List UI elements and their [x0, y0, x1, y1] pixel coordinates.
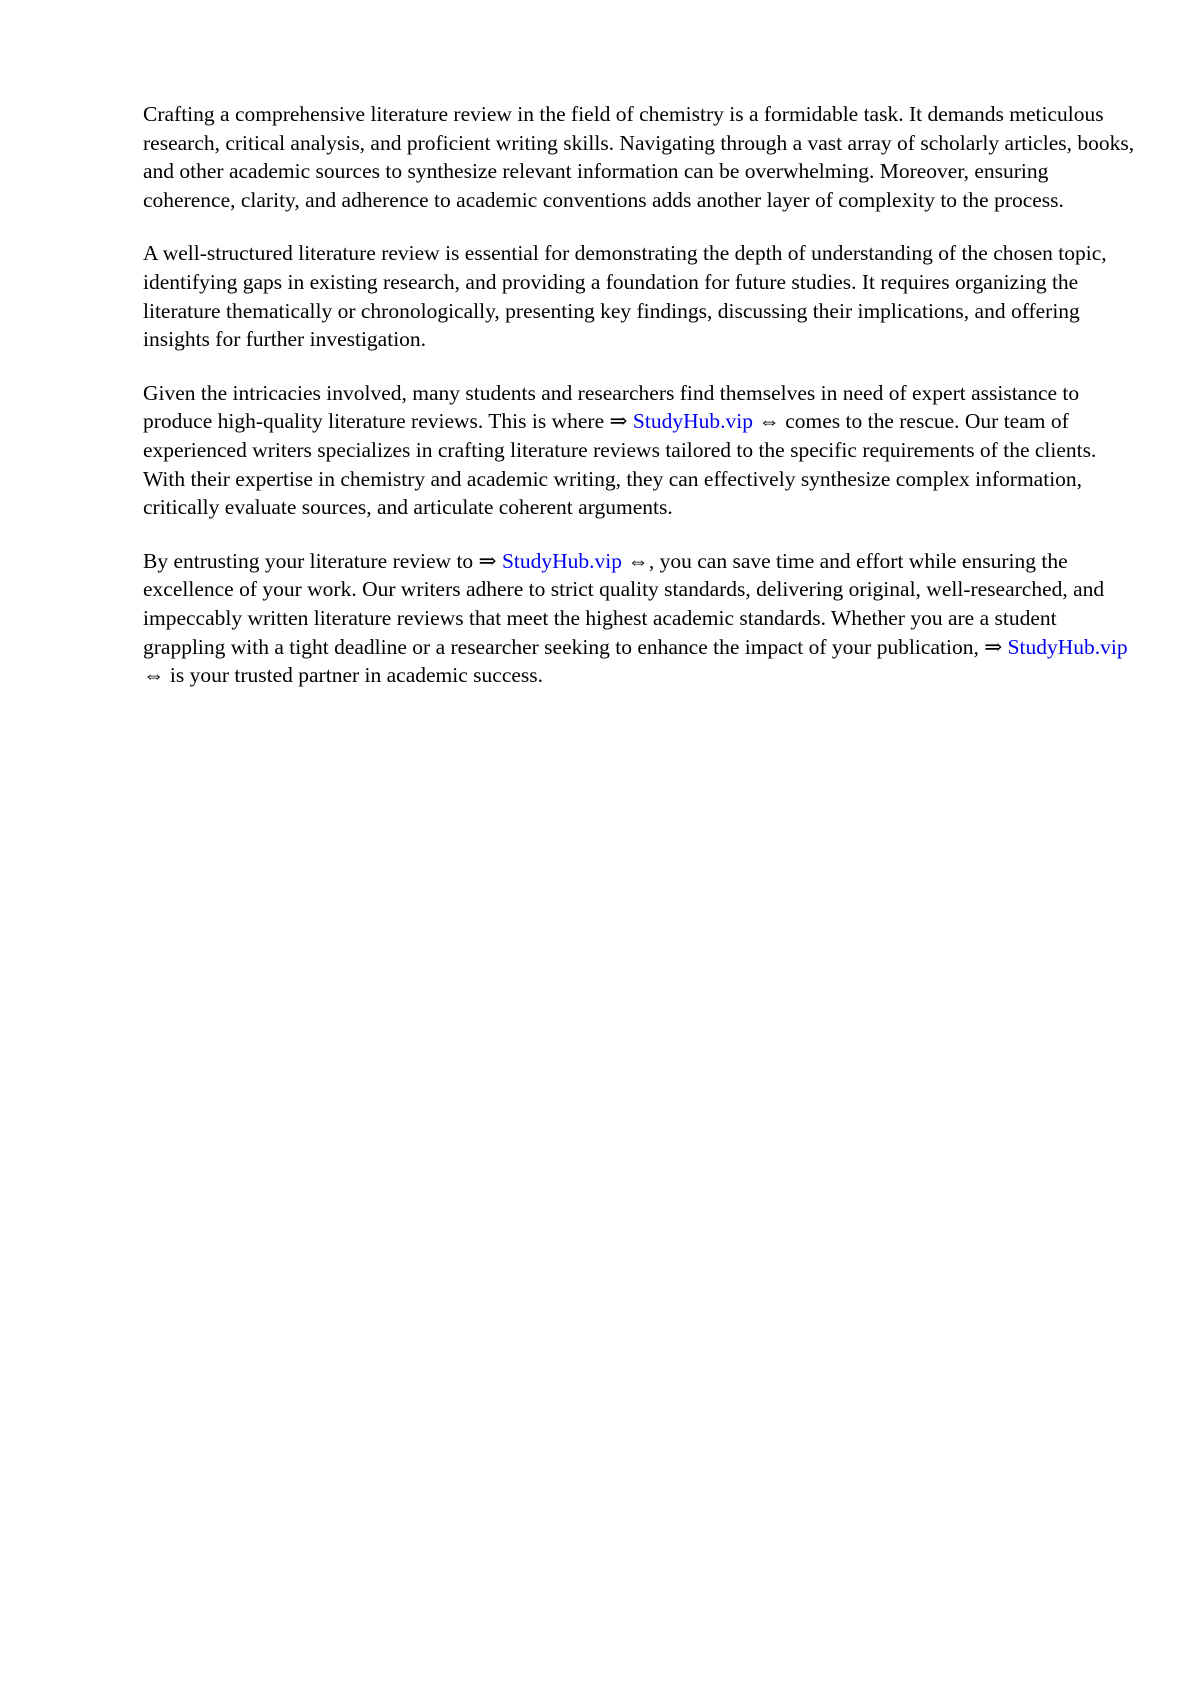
paragraph-1 [143, 100, 1143, 214]
paragraph-3 [143, 379, 1143, 522]
document-body [143, 100, 1143, 715]
paragraph-4 [143, 547, 1143, 690]
paragraph-2-text: A well-structured literature review is essential for demonstrating the depth of understanding of the chosen topic, identifying gaps in existing research, and providing a foundation for future studies. It requires organizing the literature thematically or chronologically, presenting key findings, discussing their implications, and offering insights for further investigation. [143, 241, 1107, 352]
studyhub-link-2[interactable]: StudyHub.vip [1007, 634, 1128, 659]
paragraph-2 [143, 239, 1143, 353]
paragraph-1-text: Crafting a comprehensive literature review in the field of chemistry is a formidable task. It demands meticulous research, critical analysis, and proficient writing skills. Navigating through a vast array of scholarly articles, books, and other academic sources to synthesize relevant information can be overwhelming. Moreover, ensuring coherence, clarity, and adherence to academic conventions adds another layer of complexity to the process. [143, 102, 1135, 212]
paragraph-4-text-middle: ⇔, you can save time and effort while ensuring the excellence of your work. Our writers adhere to strict quality standards, delivering original, well-researched, and impeccably written literature reviews that meet the highest academic standards. Whether you are a student grappling with a tight deadline or a researcher seeking to enhance the impact of your publication, ⇒ [143, 548, 1105, 659]
paragraph-3-text-after: ⇔ comes to the rescue. Our team of experienced writers specializes in crafting literature reviews tailored to the specific requirements of the clients. With their expertise in chemistry and academic writing, they can effectively synthesize complex information, critically evaluate sources, and articulate coherent arguments. [143, 409, 1097, 520]
paragraph-4-text-after: ⇔ is your trusted partner in academic success. [143, 663, 544, 688]
studyhub-link-1[interactable]: StudyHub.vip [501, 548, 623, 573]
paragraph-3-text-before: Given the intricacies involved, many students and researchers find themselves in need of expert assistance to produce high-quality literature reviews. This is where ⇒ [143, 380, 1080, 434]
paragraph-4-text-before: By entrusting your literature review to ⇒ [143, 548, 502, 573]
studyhub-link[interactable]: StudyHub.vip [632, 409, 753, 434]
